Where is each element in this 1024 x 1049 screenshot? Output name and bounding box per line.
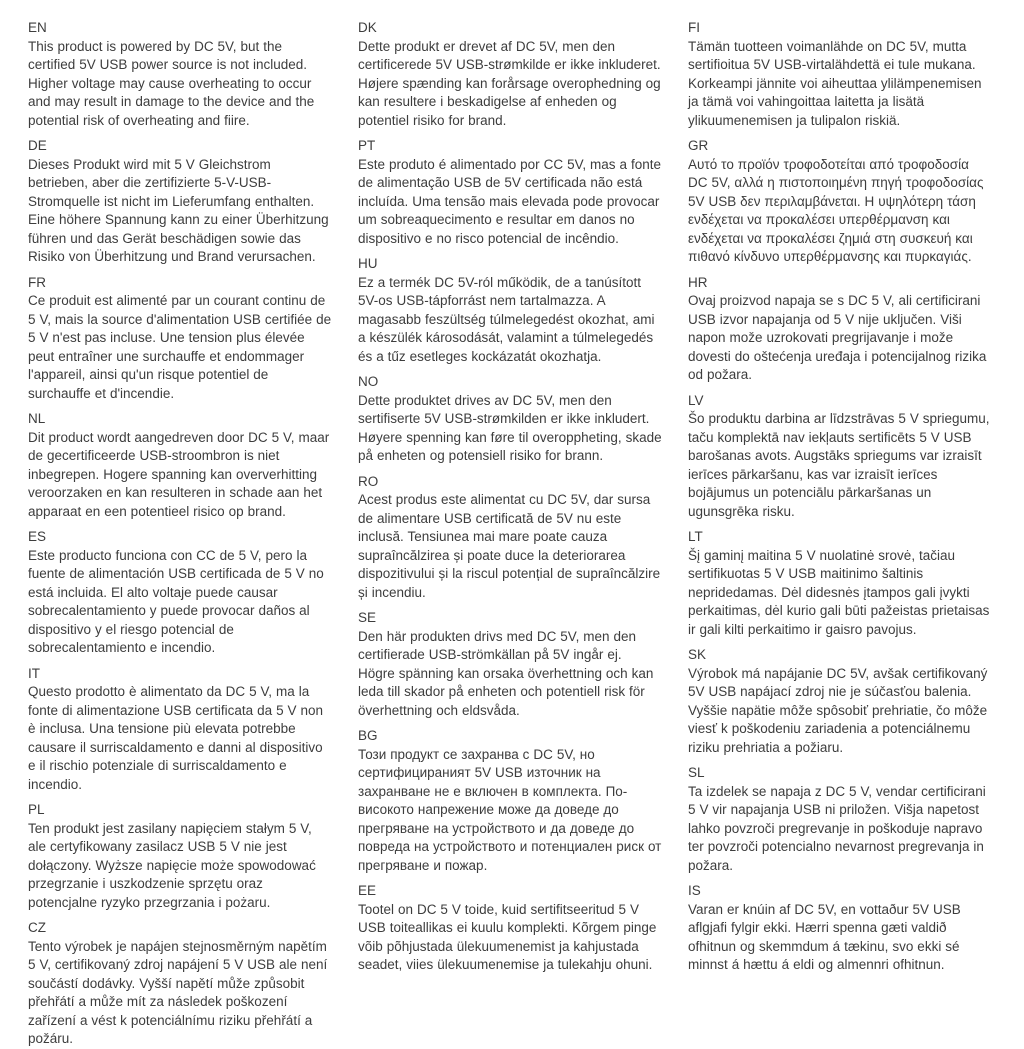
warning-text: Ovaj proizvod napaja se s DC 5 V, ali certificirani USB izvor napajanja od 5 V nije uključen. Viši napon može uzrokovati pregrijavanje i može dovesti do oštećenja uređaja i potencijalnog rizika od požara. [688,293,987,382]
warning-text: Výrobok má napájanie DC 5V, avšak certifikovaný 5V USB napájací zdroj nie je súčasťou balenia. Vyššie napätie môže spôsobiť prehriatie, čo môže viesť k poškodeniu zariadenia a potenciálnemu riziku prehriatia a požiaru. [688,665,988,755]
language-section-hu [358,255,662,366]
warning-text: Este produto é alimentado por CC 5V, mas a fonte de alimentação USB de 5V certificada não está incluída. Uma tensão mais elevada pode provocar um sobreaquecimento e resultar em danos no dispositivo e no risco potencial de incêndio. [358,156,661,246]
language-section-se [358,609,662,720]
warning-text: Dette produktet drives av DC 5V, men den sertifiserte 5V USB-strømkilden er ikke inkludert. Høyere spenning kan føre til overoppheting, skade på enheten og potensiell risiko for brann. [358,392,662,463]
language-section-ee [358,882,662,975]
warning-text: Acest produs este alimentat cu DC 5V, dar sursa de alimentare USB certificată de 5V nu este inclusă. Tensiunea mai mare poate cauza supraîncălzirea și poate duce la deteriorarea dispozitivului și la riscul potențial de supraîncălzire și incendiu. [358,492,661,600]
warning-text: Този продукт се захранва с DC 5V, но сертифицираният 5V USB източник на захранване не е включен в комплекта. По-високото напрежение може да доведе до прегряване на устройството и да доведе до повреда на устройството и потенциален риск от прегряване и пожар. [358,746,662,873]
language-section-no [358,373,662,466]
language-section-is [688,882,992,975]
warning-text: Den här produkten drivs med DC 5V, men den certifierade USB-strömkällan på 5V ingår ej. Högre spänning kan orsaka överhettning och kan leda till skador på enheten och potentiell risk för överhettning och eldsvåda. [358,628,654,718]
warning-text: This product is powered by DC 5V, but the certified 5V USB power source is not included. Higher voltage may cause overheating to occur and may result in damage to the device and the potential risk of overheating and fiire. [28,38,315,128]
language-code-label: GR [688,138,709,153]
language-section-lt [688,528,992,639]
warning-text: Questo prodotto è alimentato da DC 5 V, ma la fonte di alimentazione USB certificata da 5 V non è inclusa. Una tensione più elevata potrebbe causare il surriscaldamento e danni al dispositivo e il rischio potenziale di surriscaldamento e incendio. [28,684,324,792]
warning-text: Este producto funciona con CC de 5 V, pero la fuente de alimentación USB certificada de 5 V no está incluida. El alto voltaje puede causar sobrecalentamiento y puede provocar daños al dispositivo y el riesgo potencial de sobrecalentamiento e incendio. [28,547,324,655]
language-code-label: HR [688,274,708,290]
language-section-lv [688,392,992,522]
language-code-label: BG [358,728,378,743]
language-code-label: SK [688,647,707,662]
language-column-3 [688,12,992,1004]
language-section-fr [28,274,332,404]
language-section-bg [358,727,662,875]
language-code-label: PL [28,802,45,817]
warning-text: Šo produktu darbina ar līdzstrāvas 5 V spriegumu, taču komplektā nav iekļauts sertificēts 5 V USB barošanas avots. Augstāks spriegums var izraisīt ierīces pārkaršanu, kas var izraisīt ierīces bojājumus un potenciālu pārkaršanas un ugunsgrēka risku. [688,411,990,519]
language-column-2 [358,12,662,1004]
warning-text: Ten produkt jest zasilany napięciem stałym 5 V, ale certyfikowany zasilacz USB 5 V nie jest dołączony. Wyższe napięcie może spowodować przegrzanie i uszkodzenie sprzętu oraz potencjalne ryzyko przegrzania i pożaru. [28,820,316,910]
language-section-pt [358,137,662,248]
language-section-sk [688,646,992,757]
language-code-label: SE [358,610,377,625]
language-code-label: DK [358,20,377,35]
language-section-pl [28,801,332,912]
warning-text: Tootel on DC 5 V toide, kuid sertifitseeritud 5 V USB toiteallikas ei kuulu komplekti. Kõrgem pinge võib põhjustada ülekuumenemist ja kahjustada seadet, viies ülekuumenemise ja tulekahju ohuni. [358,901,657,972]
language-code-label: EN [28,20,47,35]
language-section-hr [688,274,992,385]
language-section-es [28,528,332,658]
language-code-label: FR [28,274,46,290]
language-section-fi [688,19,992,130]
warning-text: Tämän tuotteen voimanlähde on DC 5V, mutta sertifioitua 5V USB-virtalähdettä ei tule mukana. Korkeampi jännite voi aiheuttaa ylilämpenemisen ja tämä voi vahingoittaa laitetta ja lisätä ylikuumenemisen ja tulipalon riskiä. [688,38,982,128]
language-section-de [28,137,332,267]
language-code-label: EE [358,883,377,898]
language-section-ro [358,473,662,603]
language-section-it [28,665,332,795]
language-section-cz [28,919,332,1049]
language-code-label: HU [358,256,378,271]
language-code-label: RO [358,473,379,489]
language-section-sl [688,764,992,875]
warning-text: Αυτό το προϊόν τροφοδοτείται από τροφοδοσία DC 5V, αλλά η πιστοποιημένη πηγή τροφοδοσίας 5V USB δεν περιλαμβάνεται. Η υψηλότερη τάση ενδέχεται να προκαλέσει υπερθέρμανση και ενδέχεται να προκαλέσει ζημιά στη συσκευή και πιθανό κίνδυνο υπερθέρμανσης και πυρκαγιάς. [688,156,984,264]
language-code-label: SL [688,765,705,780]
language-section-nl [28,410,332,521]
language-code-label: FI [688,20,700,35]
language-code-label: LV [688,392,704,408]
language-column-1 [28,12,332,1046]
warning-text: Dette produkt er drevet af DC 5V, men den certificerede 5V USB-strømkilde er ikke inkluderet. Højere spænding kan forårsage overophedning og kan resultere i beskadigelse af enheden og potentiel risiko for brand. [358,38,661,128]
language-code-label: NO [358,374,379,389]
language-code-label: ES [28,529,47,544]
language-code-label: IT [28,665,40,681]
language-section-dk [358,19,662,130]
language-code-label: NL [28,411,46,426]
warning-text: Šį gaminį maitina 5 V nuolatinė srovė, tačiau sertifikuotas 5 V USB maitinimo šaltinis nepridedamas. Dėl didesnės įtampos gali įvykti perkaitimas, dėl kurio gali būti pažeistas prietaisas ir gali kilti perkaitimo ir gaisro pavojus. [688,547,990,637]
language-code-label: DE [28,138,47,153]
warning-text: Tento výrobek je napájen stejnosměrným napětím 5 V, certifikovaný zdroj napájení 5 V USB ale není součástí dodávky. Vyšší napětí může způsobit přehřátí a může mít za následek poškození zařízení a vést k potenciálnímu riziku přehřátí a požáru. [28,938,328,1046]
language-code-label: IS [688,883,701,898]
warning-text: Varan er knúin af DC 5V, en vottaður 5V USB aflgjafi fylgir ekki. Hærri spenna gæti valdið ofhitnun og skemmdum á tækinu, svo ekki sé minnst á hættu á eldi og almennri ofhitnun. [688,901,961,972]
warning-text: Dit product wordt aangedreven door DC 5 V, maar de gecertificeerde USB-stroombron is niet inbegrepen. Hogere spanning kan oververhitting veroorzaken en kan resulteren in schade aan het apparaat en een potentieel risico op brand. [28,429,330,519]
language-section-gr [688,137,992,267]
warning-text: Dieses Produkt wird mit 5 V Gleichstrom betrieben, aber die zertifizierte 5-V-USB-Stromquelle ist nicht im Lieferumfang enthalten. Eine höhere Spannung kann zu einer Überhitzung führen und das Gerät beschädigen sowie das Risiko von Überhitzung und Brand verursachen. [28,156,329,264]
language-code-label: LT [688,529,703,544]
warning-text: Ta izdelek se napaja z DC 5 V, vendar certificirani 5 V vir napajanja USB ni priložen. Višja napetost lahko povzroči pregrevanje in poškoduje napravo ter povzroči potencialno nevarnost pregrevanja in požara. [688,783,986,873]
language-section-en [28,19,332,130]
warning-text: Ce produit est alimenté par un courant continu de 5 V, mais la source d'alimentation USB certifiée de 5 V n'est pas incluse. Une tension plus élevée peut entraîner une surchauffe et endommager l'appareil, ainsi qu'un risque potentiel de surchauffe et d'incendie. [28,293,332,401]
language-code-label: CZ [28,920,46,935]
warning-text: Ez a termék DC 5V-ról működik, de a tanúsított 5V-os USB-tápforrást nem tartalmazza. A magasabb feszültség túlmelegedést okozhat, ami a készülék károsodását, valamint a túlmelegedés és a tűz esetleges kockázatát okozhatja. [358,274,655,364]
language-code-label: PT [358,138,376,153]
